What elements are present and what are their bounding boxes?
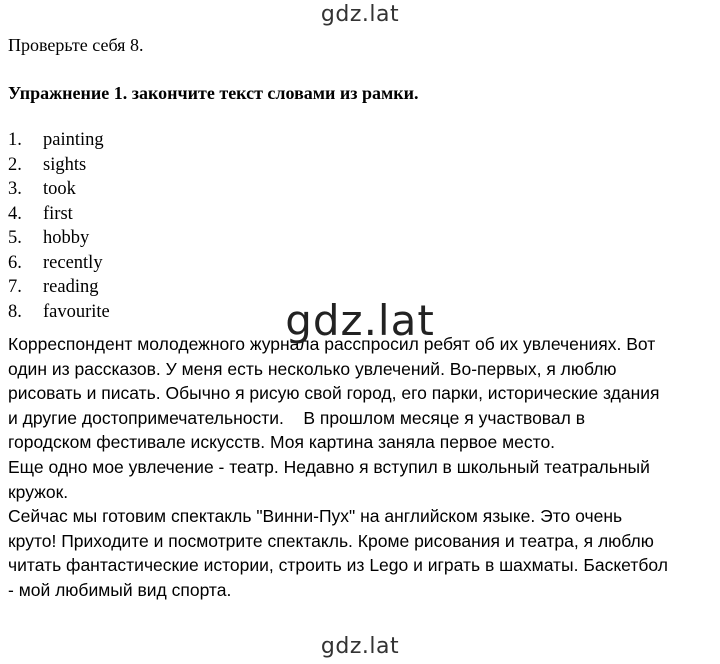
- page-subtitle: Проверьте себя 8.: [8, 35, 144, 55]
- list-item: [8, 153, 708, 178]
- translation-line: - мой любимый вид спорта.: [8, 579, 232, 600]
- answer-number: 8.: [8, 301, 22, 322]
- list-item: [8, 226, 708, 251]
- answer-number: 5.: [8, 228, 22, 248]
- translation-line: один из рассказов. У меня есть несколько увлечений. Во-первых, я люблю: [8, 358, 617, 379]
- answer-number: 1.: [8, 130, 22, 150]
- translation-line: Сейчас мы готовим спектакль "Винни-Пух" на английском языке. Это очень: [8, 506, 623, 527]
- translation-line: рисовать и писать. Обычно я рисую свой город, его парки, исторические здания: [8, 383, 660, 404]
- list-item: [8, 177, 708, 202]
- answer-word: hobby: [43, 228, 90, 248]
- list-item: [8, 202, 708, 227]
- answer-list: [8, 128, 708, 324]
- watermark-top: gdz.lat: [320, 2, 400, 27]
- answer-word: favourite: [43, 301, 110, 322]
- translation-line: читать фантастические истории, строить из Lego и играть в шахматы. Баскетбол: [8, 555, 668, 576]
- answer-word: painting: [43, 130, 104, 150]
- answer-number: 6.: [8, 252, 22, 273]
- exercise-heading: Упражнение 1. закончите текст словами из рамки.: [8, 83, 419, 103]
- answer-number: 3.: [8, 179, 22, 199]
- answer-number: 4.: [8, 203, 22, 224]
- translation-line: Еще одно мое увлечение - театр. Недавно я вступил в школьный театральный: [8, 456, 650, 477]
- translation-line: Корреспондент молодежного журнала расспросил ребят об их увлечениях. Вот: [8, 334, 656, 354]
- translation-line: круто! Приходите и посмотрите спектакль. Кроме рисования и театра, я люблю: [8, 530, 654, 551]
- watermark-middle: gdz.lat: [285, 296, 435, 345]
- translation-line: городском фестивале искусств. Моя картина заняла первое место.: [8, 432, 556, 453]
- watermark-bottom: gdz.lat: [320, 634, 400, 659]
- answer-word: sights: [43, 154, 87, 175]
- answer-word: took: [43, 179, 76, 199]
- list-item: [8, 128, 708, 153]
- answer-word: first: [43, 203, 73, 224]
- answer-number: 7.: [8, 277, 22, 297]
- answer-number: 2.: [8, 154, 22, 175]
- translation-line: и другие достопримечательности. В прошлом месяце я участвовал в: [8, 407, 586, 428]
- translation-line: кружок.: [8, 481, 69, 502]
- translation-text: [8, 332, 708, 603]
- answer-word: reading: [43, 277, 99, 297]
- answer-word: recently: [43, 252, 103, 273]
- list-item: [8, 251, 708, 276]
